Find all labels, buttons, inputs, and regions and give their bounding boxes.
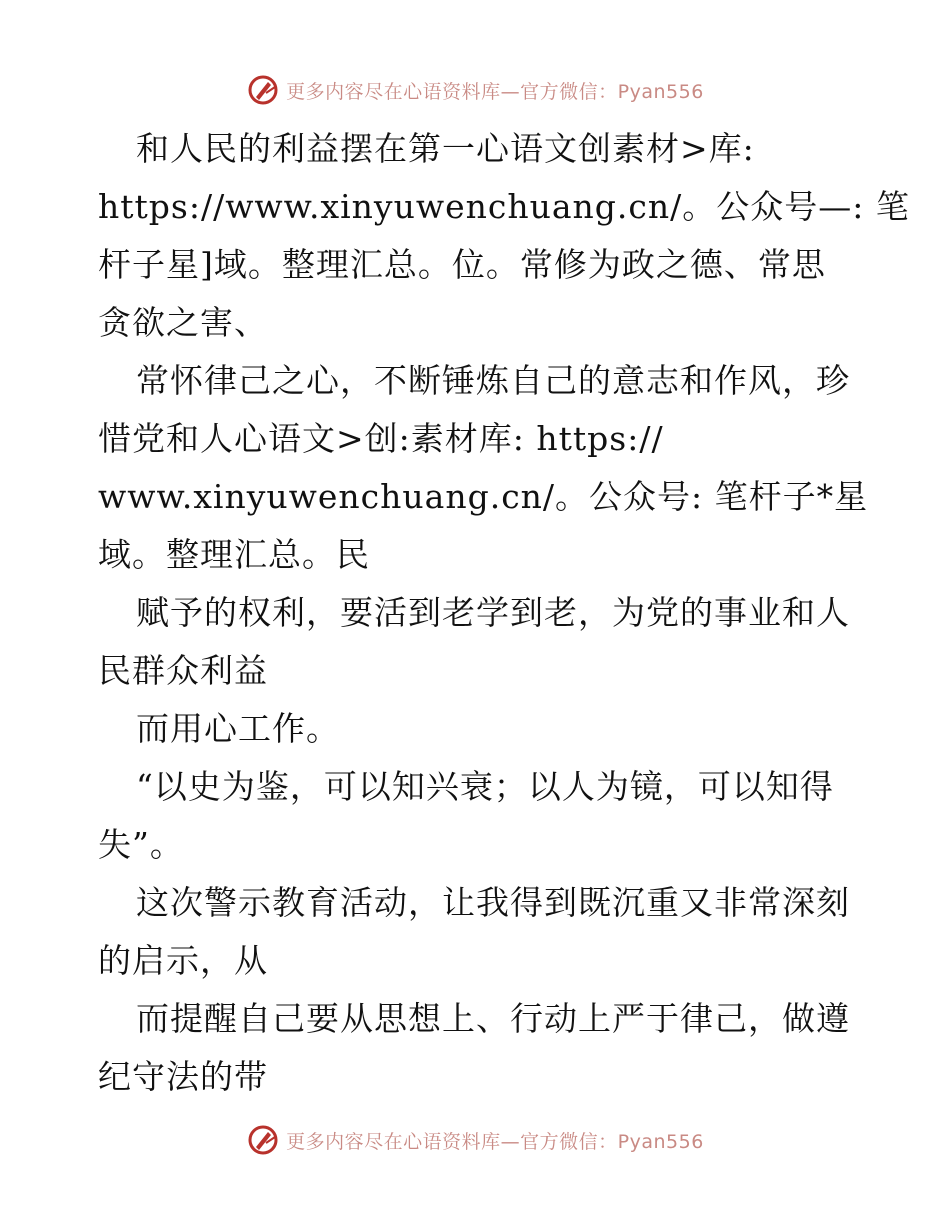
text-line: 和人民的利益摆在第一心语文创素材>库:	[136, 129, 755, 168]
text-line: 杆子星]域。整理汇总。位。常修为政之德、常思	[98, 245, 826, 284]
footer-banner	[0, 1120, 950, 1160]
text-line: 惜党和人心语文>创:素材库: https://	[98, 419, 664, 458]
document-body	[98, 120, 910, 1106]
text-line: www.xinyuwenchuang.cn/。公众号: 笔杆子*星	[98, 477, 869, 516]
text-line: 失”。	[98, 825, 184, 864]
text-line: 而用心工作。	[136, 709, 340, 748]
text-line: 常怀律己之心，不断锤炼自己的意志和作风，珍	[136, 361, 850, 400]
text-line: 民群众利益	[98, 651, 268, 690]
quill-pen-logo-icon	[246, 73, 280, 107]
header-banner-text: 更多内容尽在心语资料库—官方微信：Pyan556	[286, 80, 704, 103]
text-line: “以史为鉴，可以知兴衰；以人为镜，可以知得	[136, 767, 834, 806]
text-line: 贪欲之害、	[98, 303, 268, 342]
text-line: 赋予的权利，要活到老学到老，为党的事业和人	[136, 593, 850, 632]
header-banner	[0, 70, 950, 110]
text-line: 域。整理汇总。民	[98, 535, 370, 574]
footer-banner-text: 更多内容尽在心语资料库—官方微信：Pyan556	[286, 1130, 704, 1153]
text-line: 的启示，从	[98, 941, 268, 980]
text-line: https://www.xinyuwenchuang.cn/。公众号—: 笔	[98, 187, 910, 226]
quill-pen-logo-icon	[246, 1123, 280, 1157]
text-line: 纪守法的带	[98, 1057, 268, 1096]
text-line: 这次警示教育活动，让我得到既沉重又非常深刻	[136, 883, 850, 922]
text-line: 而提醒自己要从思想上、行动上严于律己，做遵	[136, 999, 850, 1038]
